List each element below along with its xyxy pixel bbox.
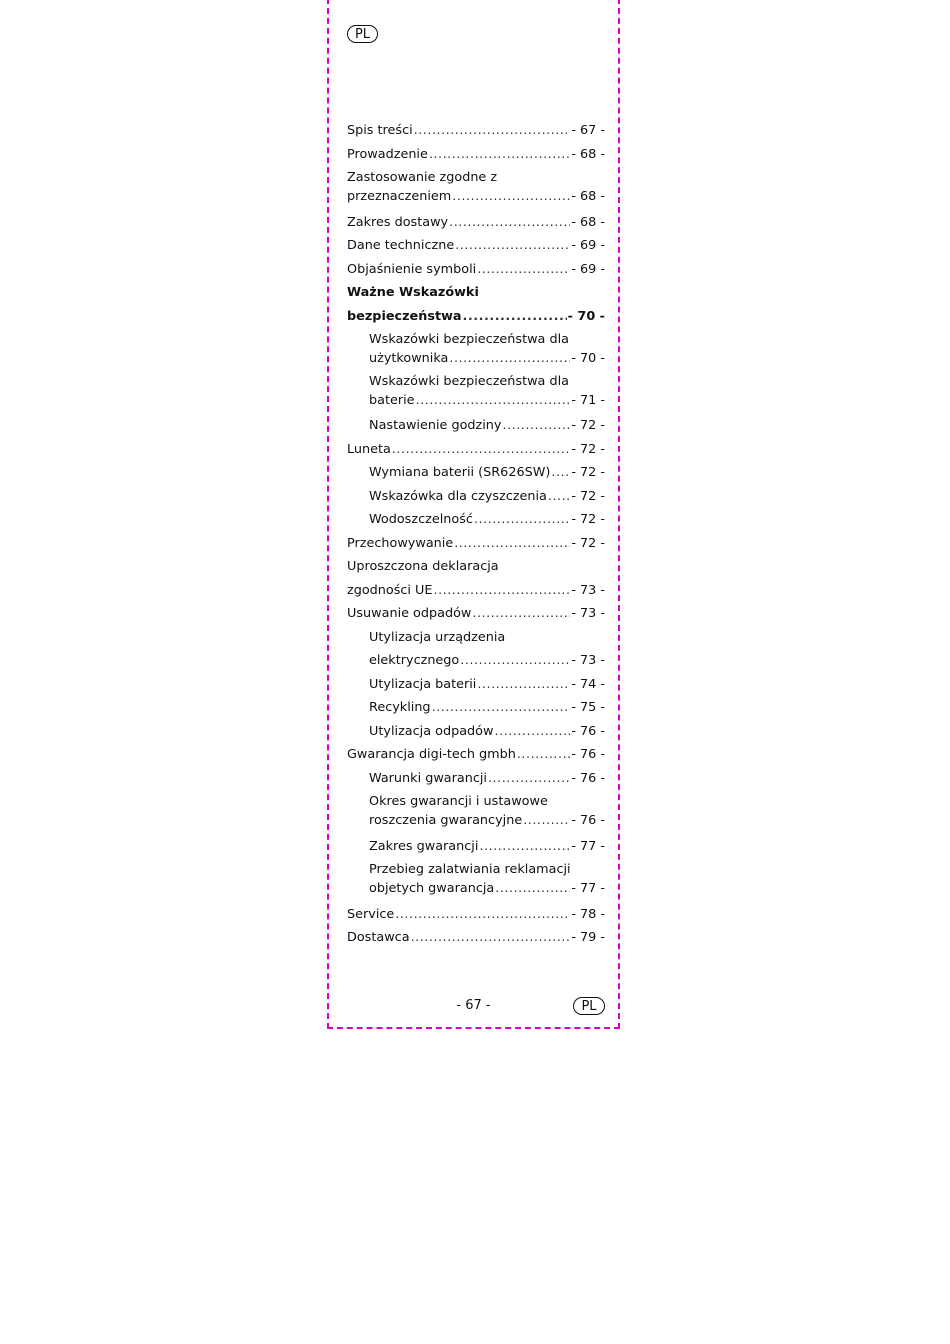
toc-entry-page: - 76 - bbox=[571, 813, 605, 828]
toc-entry-label: Wskazówki bezpieczeństwa dla bbox=[369, 373, 569, 389]
toc-entry-label: Nastawienie godziny bbox=[369, 418, 502, 433]
toc-dot-leader bbox=[449, 349, 570, 368]
toc-entry-label: zgodności UE bbox=[347, 582, 433, 598]
toc-entry-page: - 73 - bbox=[571, 653, 605, 668]
toc-dot-leader bbox=[474, 508, 570, 532]
toc-entry-page: - 72 - bbox=[571, 535, 605, 551]
toc-dot-leader bbox=[434, 579, 571, 603]
toc-dot-leader bbox=[495, 879, 570, 898]
toc-entry-page: - 68 - bbox=[571, 146, 605, 162]
toc-dot-leader bbox=[429, 143, 570, 167]
toc-entry[interactable] bbox=[347, 438, 605, 462]
toc-entry-label: Warunki gwarancji bbox=[369, 770, 487, 786]
table-of-contents bbox=[347, 119, 605, 950]
toc-entry-page: - 76 - bbox=[571, 747, 605, 762]
toc-entry-label: Usuwanie odpadów bbox=[347, 606, 472, 621]
toc-entry-page: - 72 - bbox=[571, 465, 605, 480]
toc-entry-label: Zakres dostawy bbox=[347, 214, 449, 230]
toc-entry[interactable] bbox=[347, 373, 605, 410]
toc-dot-leader bbox=[551, 461, 570, 485]
toc-entry-label: Przebieg zalatwiania reklamacji bbox=[369, 862, 571, 877]
toc-entry-label: objetych gwarancja bbox=[369, 881, 495, 896]
toc-entry[interactable] bbox=[347, 903, 605, 927]
toc-entry-label: bezpieczeństwa bbox=[347, 308, 462, 324]
toc-dot-leader bbox=[502, 414, 570, 438]
toc-entry[interactable] bbox=[347, 281, 605, 328]
toc-entry-label: Utylizacja urządzenia bbox=[369, 629, 506, 645]
toc-entry-page: - 72 - bbox=[571, 418, 605, 433]
toc-entry-page: - 72 - bbox=[571, 441, 605, 457]
toc-dot-leader bbox=[488, 767, 570, 791]
toc-entry-label: Dostawca bbox=[347, 930, 410, 945]
toc-entry[interactable] bbox=[347, 626, 605, 673]
toc-entry-label: Prowadzenie bbox=[347, 146, 428, 162]
toc-entry-label: Zakres gwarancji bbox=[369, 838, 479, 854]
toc-entry[interactable] bbox=[347, 767, 605, 791]
toc-entry-label: Dane techniczne bbox=[347, 238, 455, 253]
toc-entry-page: - 68 - bbox=[571, 189, 605, 204]
toc-dot-leader bbox=[479, 835, 570, 859]
toc-entry-page: - 72 - bbox=[571, 512, 605, 527]
toc-entry[interactable] bbox=[347, 169, 605, 206]
toc-entry[interactable] bbox=[347, 461, 605, 485]
toc-entry-page: - 69 - bbox=[571, 261, 605, 277]
toc-entry-page: - 74 - bbox=[571, 676, 605, 692]
toc-entry[interactable] bbox=[347, 485, 605, 509]
toc-entry-page: - 76 - bbox=[571, 770, 605, 786]
toc-entry-label: Okres gwarancji i ustawowe bbox=[369, 794, 548, 809]
toc-dot-leader bbox=[494, 720, 570, 744]
toc-entry-label: przeznaczeniem bbox=[347, 189, 452, 204]
toc-entry-page: - 67 - bbox=[571, 123, 605, 138]
toc-dot-leader bbox=[414, 119, 571, 143]
toc-entry-page: - 77 - bbox=[571, 838, 605, 854]
toc-entry[interactable] bbox=[347, 532, 605, 556]
toc-entry-label: elektrycznego bbox=[369, 653, 460, 668]
toc-entry-label: Wskazówka dla czyszczenia bbox=[369, 488, 547, 504]
toc-dot-leader bbox=[477, 258, 570, 282]
toc-dot-leader bbox=[460, 649, 570, 673]
toc-entry[interactable] bbox=[347, 793, 605, 830]
toc-entry-page: - 73 - bbox=[571, 606, 605, 621]
toc-entry[interactable] bbox=[347, 331, 605, 368]
language-badge-bottom: PL bbox=[573, 997, 605, 1015]
toc-entry-label: Wskazówki bezpieczeństwa dla bbox=[369, 332, 569, 347]
toc-entry[interactable] bbox=[347, 926, 605, 950]
toc-entry-page: - 75 - bbox=[571, 700, 605, 715]
toc-entry[interactable] bbox=[347, 258, 605, 282]
toc-entry-page: - 73 - bbox=[571, 582, 605, 598]
toc-entry[interactable] bbox=[347, 673, 605, 697]
toc-dot-leader bbox=[454, 532, 570, 556]
toc-entry-page: - 76 - bbox=[571, 723, 605, 739]
toc-entry[interactable] bbox=[347, 743, 605, 767]
toc-entry-page: - 68 - bbox=[571, 214, 605, 230]
toc-entry-page: - 70 - bbox=[567, 308, 605, 324]
toc-entry[interactable] bbox=[347, 414, 605, 438]
toc-dot-leader bbox=[452, 187, 570, 206]
toc-dot-leader bbox=[472, 602, 570, 626]
toc-entry-label: Ważne Wskazówki bbox=[347, 285, 479, 300]
toc-entry[interactable] bbox=[347, 555, 605, 602]
toc-entry[interactable] bbox=[347, 119, 605, 143]
toc-dot-leader bbox=[432, 696, 571, 720]
toc-entry-page: - 72 - bbox=[571, 488, 605, 504]
toc-entry[interactable] bbox=[347, 720, 605, 744]
toc-entry-label: Recykling bbox=[369, 700, 431, 715]
toc-dot-leader bbox=[449, 211, 570, 235]
toc-entry-label: Utylizacja odpadów bbox=[369, 723, 494, 739]
toc-entry-label: baterie bbox=[369, 392, 415, 408]
toc-entry-label: Objaśnienie symboli bbox=[347, 261, 477, 277]
toc-entry[interactable] bbox=[347, 696, 605, 720]
toc-entry-label: Wymiana baterii (SR626SW) bbox=[369, 465, 551, 480]
toc-entry[interactable] bbox=[347, 508, 605, 532]
toc-entry-label: Przechowywanie bbox=[347, 535, 454, 551]
page-number: - 67 - bbox=[456, 998, 491, 1013]
toc-entry[interactable] bbox=[347, 211, 605, 235]
toc-entry-page: - 79 - bbox=[571, 930, 605, 945]
toc-dot-leader bbox=[517, 743, 571, 767]
toc-entry-label: Zastosowanie zgodne z bbox=[347, 170, 498, 185]
toc-dot-leader bbox=[411, 926, 571, 950]
toc-entry[interactable] bbox=[347, 861, 605, 898]
toc-dot-leader bbox=[463, 305, 567, 329]
toc-entry[interactable] bbox=[347, 835, 605, 859]
toc-entry-label: Gwarancja digi-tech gmbh bbox=[347, 747, 516, 762]
toc-entry-label: Spis treści bbox=[347, 123, 413, 138]
toc-entry-label: Uproszczona deklaracja bbox=[347, 559, 499, 574]
toc-entry[interactable] bbox=[347, 234, 605, 258]
toc-entry-page: - 77 - bbox=[571, 881, 605, 896]
toc-dot-leader bbox=[455, 234, 570, 258]
toc-entry-label: Utylizacja baterii bbox=[369, 676, 477, 692]
toc-entry[interactable] bbox=[347, 602, 605, 626]
toc-dot-leader bbox=[395, 903, 570, 927]
toc-entry-label: użytkownika bbox=[369, 351, 449, 366]
toc-entry-page: - 69 - bbox=[571, 238, 605, 253]
manual-page bbox=[327, 0, 620, 1029]
language-badge-top: PL bbox=[347, 25, 378, 43]
toc-entry-page: - 71 - bbox=[571, 392, 605, 408]
toc-dot-leader bbox=[523, 811, 570, 830]
toc-dot-leader bbox=[477, 673, 570, 697]
toc-entry-label: Wodoszczelność bbox=[369, 512, 473, 527]
toc-entry-page: - 70 - bbox=[571, 351, 605, 366]
toc-dot-leader bbox=[548, 485, 570, 509]
toc-entry-label: Service bbox=[347, 906, 395, 922]
toc-entry-label: Luneta bbox=[347, 441, 391, 457]
toc-entry-page: - 78 - bbox=[571, 906, 605, 922]
toc-entry[interactable] bbox=[347, 143, 605, 167]
toc-dot-leader bbox=[416, 391, 571, 410]
toc-entry-label: roszczenia gwarancyjne bbox=[369, 813, 523, 828]
toc-dot-leader bbox=[392, 438, 570, 462]
